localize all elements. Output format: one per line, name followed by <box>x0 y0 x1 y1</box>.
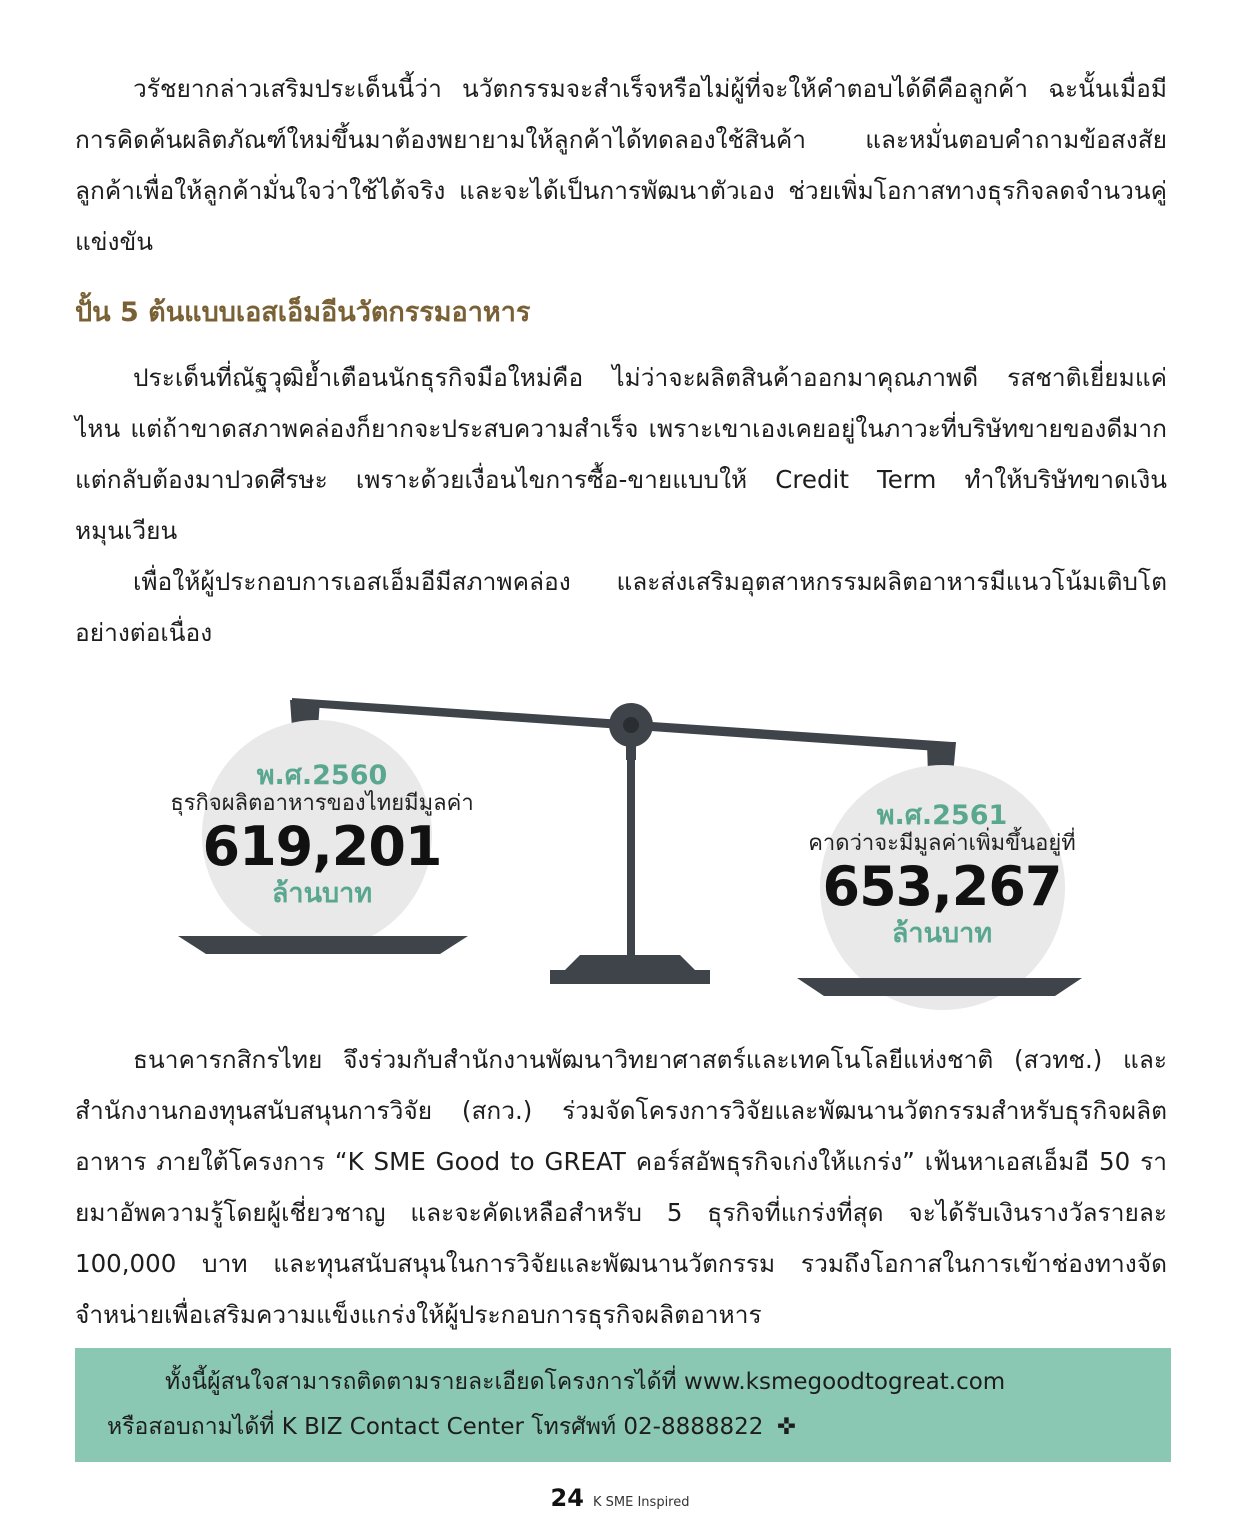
bottom-section <box>75 1034 1167 1340</box>
right-plate <box>797 978 1082 1002</box>
right-year: พ.ศ.2561 <box>876 800 1008 831</box>
left-year: พ.ศ.2560 <box>256 760 388 791</box>
body-paragraph: ประเด็นที่ณัฐวุฒิย้ำเตือนนักธุรกิจมือใหม่คือ ไม่ว่าจะผลิตสินค้าออกมาคุณภาพดี รสชาติเยี่ยมแค่ไหน แต่ถ้าขาดสภาพคล่องก็ยากจะประสบความสำเร็จ เพราะเขาเองเคยอยู่ในภาวะที่บริษัทขายของดีมากแต่กลับต้องมาปวดศีรษะ เพราะด้วยเงื่อนไขการซื้อ-ขายแบบให้ Credit Term ทำให้บริษัทขาดเงินหมุนเวียน <box>75 363 1167 545</box>
body-paragraph: เพื่อให้ผู้ประกอบการเอสเอ็มอีมีสภาพคล่อง และส่งเสริมอุตสาหกรรมผลิตอาหารมีแนวโน้มเติบโตอย่างต่อเนื่อง <box>75 567 1167 647</box>
middle-section <box>75 352 1167 658</box>
left-label: ธุรกิจผลิตอาหารของไทยมีมูลค่า <box>170 791 474 817</box>
publication-name: K SME Inspired <box>593 1495 690 1510</box>
left-amount: 619,201 <box>202 815 442 879</box>
page-number: 24 <box>550 1484 584 1512</box>
section-heading-block <box>75 293 1167 333</box>
scale-base <box>550 970 710 984</box>
right-amount: 653,267 <box>822 855 1062 919</box>
page-footer <box>0 1484 1240 1512</box>
end-mark-icon: ✜ <box>776 1414 796 1440</box>
info-line-2 <box>107 1405 1139 1450</box>
right-unit: ล้านบาท <box>891 918 993 950</box>
contact-info-box <box>75 1348 1171 1462</box>
body-paragraph: วรัชยากล่าวเสริมประเด็นนี้ว่า นวัตกรรมจะสำเร็จหรือไม่ผู้ที่จะให้คำตอบได้ดีคือลูกค้า ฉะนั้นเมื่อมีการคิดค้นผลิตภัณฑ์ใหม่ขึ้นมาต้องพยายามให้ลูกค้าได้ทดลองใช้สินค้า และหมั่นตอบคำถามข้อสงสัยลูกค้าเพื่อให้ลูกค้ามั่นใจว่าใช้ได้จริง และจะได้เป็นการพัฒนาตัวเอง ช่วยเพิ่มโอกาสทางธุรกิจลดจำนวนคู่แข่งขัน <box>75 74 1167 256</box>
body-paragraph: ธนาคารกสิกรไทย จึงร่วมกับสำนักงานพัฒนาวิทยาศาสตร์และเทคโนโลยีแห่งชาติ (สวทช.) และสำนักงานกองทุนสนับสนุนการวิจัย (สกว.) ร่วมจัดโครงการวิจัยและพัฒนานวัตกรรมสำหรับธุรกิจผลิตอาหาร ภายใต้โครงการ “K SME Good to GREAT คอร์สอัพธุรกิจเก่งให้แกร่ง” เฟ้นหาเอสเอ็มอี 50 รายมาอัพความรู้โดยผู้เชี่ยวชาญ และจะคัดเหลือสำหรับ 5 ธุรกิจที่แกร่งที่สุด จะได้รับเงินรางวัลรายละ 100,000 บาท และทุนสนับสนุนในการวิจัยและพัฒนานวัตกรรม รวมถึงโอกาสในการเข้าช่องทางจัดจำหน่ายเพื่อเสริมความแข็งแกร่งให้ผู้ประกอบการธุรกิจผลิตอาหาร <box>75 1045 1167 1329</box>
section-heading: ปั้น 5 ต้นแบบเอสเอ็มอีนวัตกรรมอาหาร <box>75 297 531 328</box>
left-plate <box>178 936 468 960</box>
info-line-1: ทั้งนี้ผู้สนใจสามารถติดตามรายละเอียดโครงการได้ที่ www.ksmegoodtogreat.com <box>165 1369 1006 1395</box>
balance-scale-infographic <box>0 680 1240 1010</box>
info-line-2-text: หรือสอบถามได้ที่ K BIZ Contact Center โทรศัพท์ 02-8888822 <box>107 1414 764 1440</box>
left-unit: ล้านบาท <box>271 878 373 910</box>
right-label: คาดว่าจะมีมูลค่าเพิ่มขึ้นอยู่ที่ <box>808 831 1076 857</box>
scale-post <box>627 760 635 960</box>
left-value-text <box>122 760 522 909</box>
intro-section <box>75 63 1167 267</box>
right-value-text <box>742 800 1142 949</box>
